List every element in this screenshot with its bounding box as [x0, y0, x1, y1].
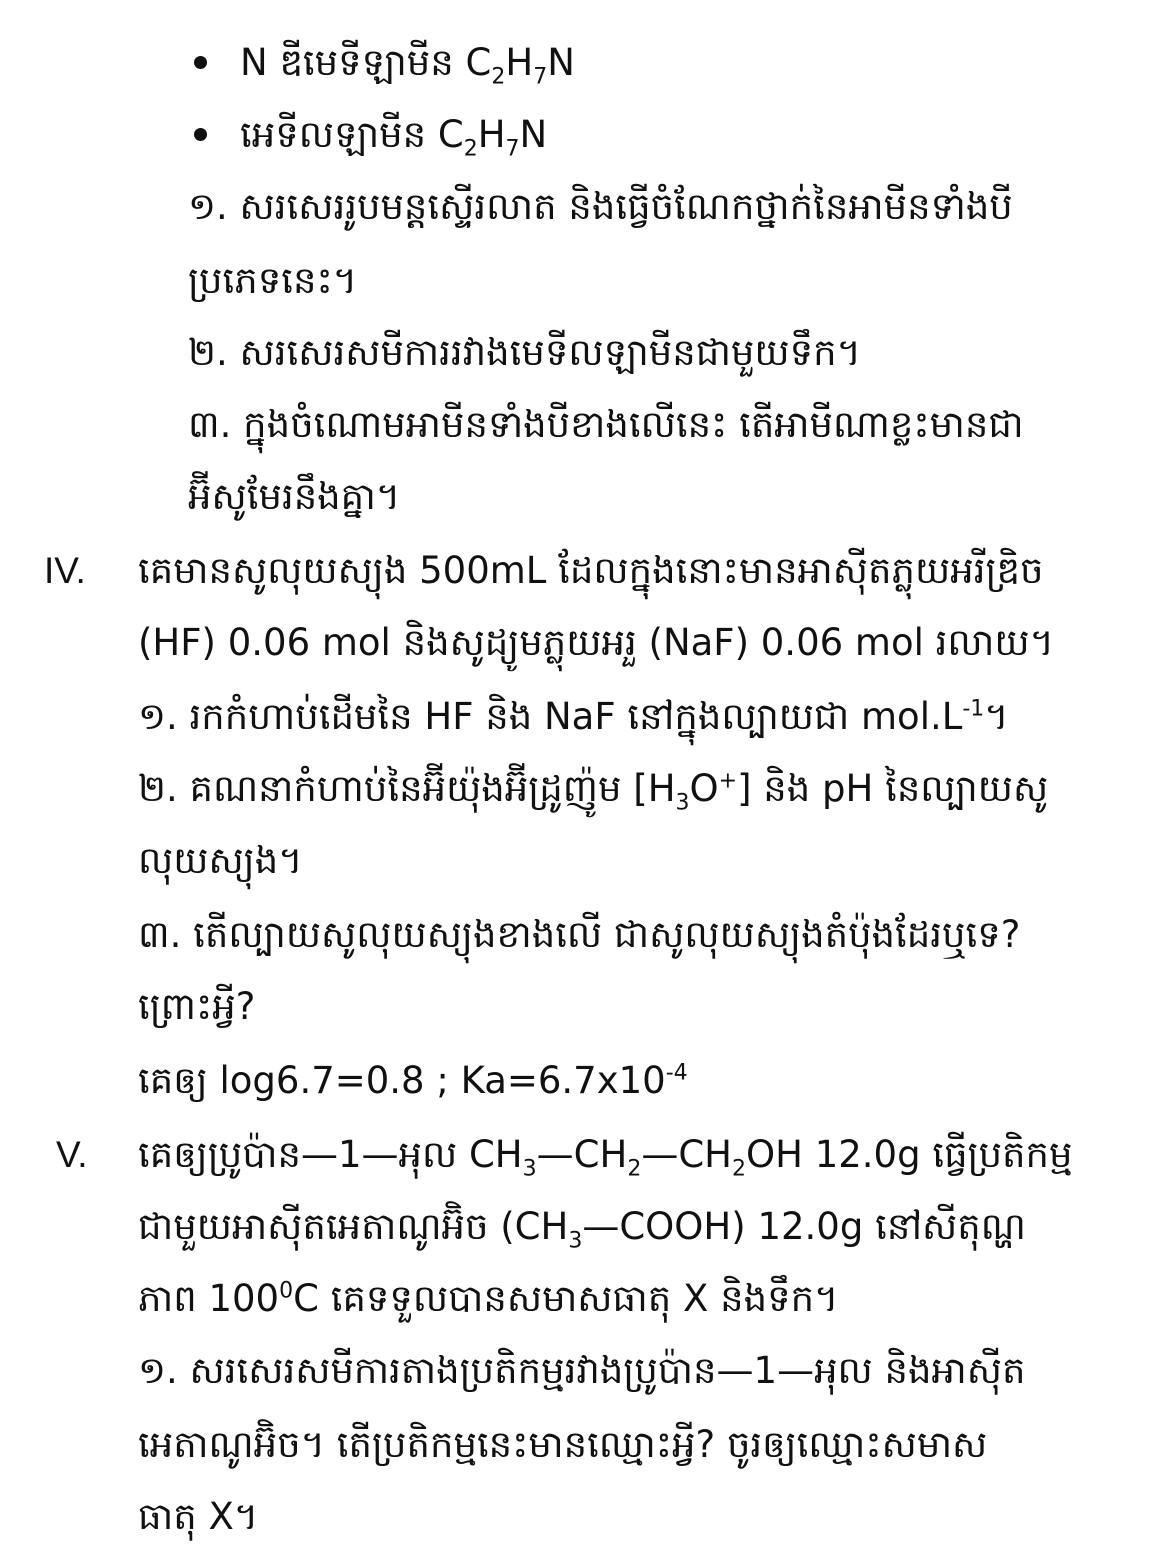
question-v-1-line-2: អេតាណូអ៊ិច។ តើប្រតិកម្មនេះមានឈ្មោះអ្វី? ចូរឲ្យឈ្មោះសមាស [138, 1423, 988, 1466]
question-iii-3-line-2: អ៊ីសូមែរនឹងគ្នា។ [188, 475, 401, 518]
section-v-intro-line-3: ភាព $100^0C$ គេទទួលបានសមាសធាតុ X និងទឹក។ [138, 1277, 839, 1320]
question-iii-2: ២. សរសេរសមីការរវាងមេទីលឡាមីនជាមួយទឹក។ [188, 331, 862, 374]
section-v-intro-line-1: គេឲ្យប្រូប៉ាន—1—អុល $CH_3—CH_2—CH_2OH$ 12.0g ធ្វើប្រតិកម្ម [138, 1133, 1073, 1182]
section-iv-given-values: គេឲ្យ log6.7=0.8 ; $Ka=6.7x10^{-4}$ [138, 1059, 688, 1102]
bullet-marker [194, 56, 207, 69]
question-iv-3-line-1: ៣. តើល្បាយសូលុយស្យុងខាងលើ ជាសូលុយស្យុងតំប៉ុងដែរឬទេ? [138, 913, 1021, 956]
question-iv-2-line-2: លុយស្យុង។ [138, 839, 303, 882]
bullet-item-dimethylamine: N ឌីមេទីឡាមីន $C_2H_7N$ [240, 41, 575, 90]
bullet-marker [194, 128, 207, 141]
section-v-intro-line-2: ជាមួយអាស៊ីតអេតាណូអ៊ិច $(CH_3—COOH)$ 12.0g នៅសីតុណ្ហ [138, 1205, 1026, 1254]
question-v-1-line-3: ធាតុ X។ [138, 1495, 259, 1538]
question-iv-1: ១. រកកំហាប់ដើមនៃ HF និង NaF នៅក្នុងល្បាយជា $mol.L^{-1}$។ [138, 695, 1009, 738]
question-iii-1-line-2: ប្រភេទនេះ។ [188, 259, 358, 302]
question-iv-2-line-1: ២. គណនាកំហាប់នៃអ៊ីយ៉ុងអ៊ីដ្រូញ៉ូម $[H_3O^+]$ និង pH នៃល្បាយសូ [138, 767, 1049, 816]
bullet-item-ethylamine: អេទីលឡាមីន $C_2H_7N$ [240, 113, 548, 162]
section-v-numeral: V. [56, 1134, 88, 1175]
section-iv-intro-line-2: (HF) 0.06 mol និងសូដ្យូមភ្លុយអរួ (NaF) 0.06 mol រលាយ។ [138, 621, 1054, 664]
question-iii-3-line-1: ៣. ក្នុងចំណោមអាមីនទាំងបីខាងលើនេះ តើអាមីណាខ្លះមានជា [188, 403, 1024, 446]
section-iv-intro-line-1: គេមានសូលុយស្យុង 500mL ដែលក្នុងនោះមានអាស៊ីតភ្លុយអរីឌ្រិច [138, 549, 1044, 592]
section-iv-numeral: IV. [44, 550, 86, 591]
question-v-1-line-1: ១. សរសេរសមីការតាងប្រតិកម្មរវាងប្រូប៉ាន—1—អុល និងអាស៊ីត [138, 1349, 1026, 1392]
question-iii-1-line-1: ១. សរសេររូបមន្តស្ទើរលាត និងធ្វើចំណែកថ្នាក់នៃអាមីនទាំងបី [188, 185, 1013, 228]
question-iv-3-line-2: ព្រោះអ្វី? [138, 985, 256, 1028]
